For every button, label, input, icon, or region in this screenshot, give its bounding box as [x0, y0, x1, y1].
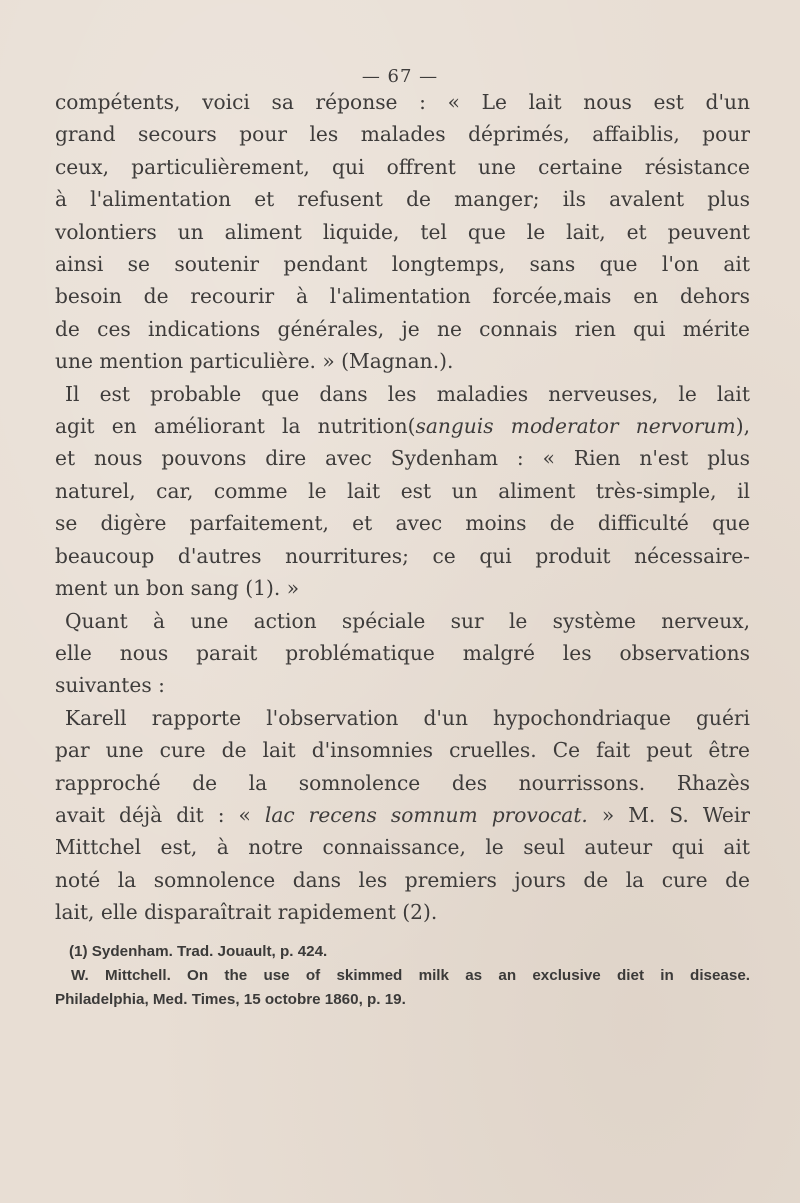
paragraph-1	[55, 86, 750, 378]
text-line: à l'alimentation et refusent de manger; ils avalent plus	[55, 187, 750, 212]
text-line: Quant à une action spéciale sur le système nerveux,	[65, 608, 750, 633]
footnote-2: W. Mittchell. On the use of skimmed milk as an exclusive diet in disease.	[71, 967, 750, 984]
latin-quote: lac recens somnum provocat.	[264, 802, 588, 827]
paragraph-2	[55, 378, 750, 605]
text-line: ment un bon sang (1). »	[55, 576, 300, 601]
text-line: de ces indications générales, je ne connais rien qui mérite	[55, 316, 750, 341]
text-line: une mention particulière. » (Magnan.).	[55, 349, 454, 374]
text-line: suivantes :	[55, 673, 165, 698]
footnotes	[55, 940, 750, 1012]
text-line: et nous pouvons dire avec Sydenham : « Rien n'est plus	[55, 446, 750, 471]
text-line: compétents, voici sa réponse : « Le lait nous est d'un	[55, 90, 750, 114]
text-segment: ),	[735, 414, 750, 439]
text-line: elle nous parait problématique malgré les observations	[55, 640, 750, 665]
text-line-with-italic	[55, 799, 750, 831]
text-segment: agit en améliorant la nutrition(	[55, 414, 416, 439]
text-line: Il est probable que dans les maladies nerveuses, le lait	[65, 381, 750, 406]
paragraph-4	[55, 702, 750, 929]
text-line: rapproché de la somnolence des nourrissons. Rhazès	[55, 770, 750, 795]
text-line: noté la somnolence dans les premiers jours de la cure de	[55, 867, 750, 892]
text-line: Karell rapporte l'observation d'un hypochondriaque guéri	[65, 705, 750, 730]
text-line: beaucoup d'autres nourritures; ce qui produit nécessaire-	[55, 543, 750, 568]
text-line: besoin de recourir à l'alimentation forcée,mais en dehors	[55, 284, 750, 309]
text-line: grand secours pour les malades déprimés, affaiblis, pour	[55, 122, 750, 147]
latin-quote: sanguis moderator nervorum	[415, 414, 736, 439]
text-line: ainsi se soutenir pendant longtemps, sans que l'on ait	[55, 252, 750, 277]
text-line: volontiers un aliment liquide, tel que le lait, et peuvent	[55, 219, 750, 244]
text-line: par une cure de lait d'insomnies cruelles. Ce fait peut être	[55, 738, 750, 763]
body-text	[55, 86, 750, 929]
paragraph-3	[55, 605, 750, 702]
text-line: ceux, particulièrement, qui offrent une certaine résistance	[55, 154, 750, 179]
text-line: lait, elle disparaîtrait rapidement (2).	[55, 900, 438, 925]
text-line: Mittchel est, à notre connaissance, le seul auteur qui ait	[55, 835, 750, 860]
text-segment: » M. S. Weir	[587, 802, 750, 827]
text-line-with-italic	[55, 410, 750, 442]
text-line: se digère parfaitement, et avec moins de difficulté que	[55, 511, 750, 536]
page-number: — 67 —	[361, 66, 439, 87]
footnote-1: (1) Sydenham. Trad. Jouault, p. 424.	[69, 943, 328, 960]
text-segment: avait déjà dit : «	[55, 802, 265, 827]
text-line: naturel, car, comme le lait est un aliment très-simple, il	[55, 478, 750, 503]
footnote-2-continued: Philadelphia, Med. Times, 15 octobre 1860, p. 19.	[55, 991, 406, 1008]
